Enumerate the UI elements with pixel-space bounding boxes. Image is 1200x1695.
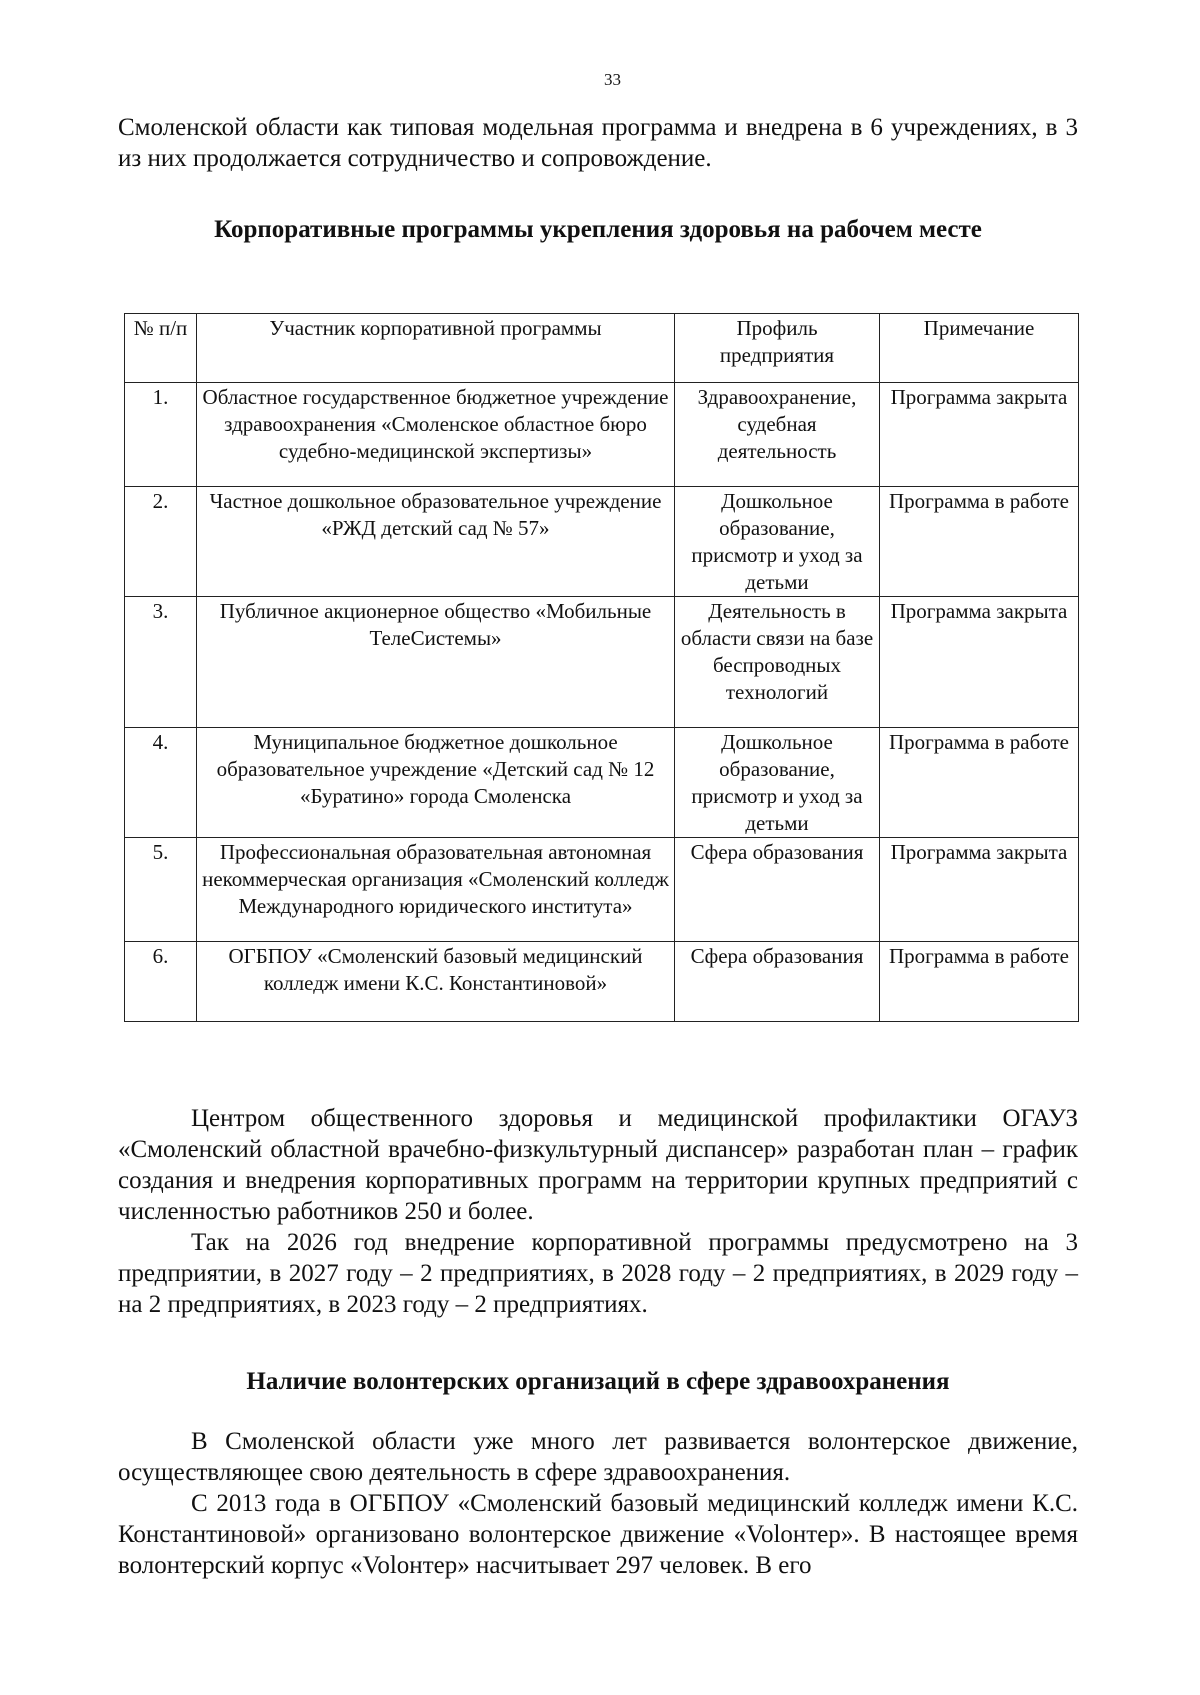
cell-profile: Сфера образования [675, 838, 880, 942]
table-row [125, 838, 1079, 942]
cell-note: Программа закрыта [880, 383, 1079, 487]
cell-participant: Областное государственное бюджетное учреждение здравоохранения «Смоленское областное бюро судебно-медицинской экспертизы» [197, 383, 675, 487]
table-row [125, 728, 1079, 838]
cell-note: Программа закрыта [880, 838, 1079, 942]
volunteer-paragraph-2: С 2013 года в ОГБПОУ «Смоленский базовый медицинский колледж имени К.С. Константиновой» организовано волонтерское движение «Volонтер». В настоящее время волонтерский корпус «Volонтер» насчитывает 297 человек. В его [118, 1490, 1078, 1579]
cell-profile: Деятельность в области связи на базе беспроводных технологий [675, 597, 880, 728]
intro-paragraph: Смоленской области как типовая модельная программа и внедрена в 6 учреждениях, в 3 из них продолжается сотрудничество и сопровождение. [118, 114, 1078, 172]
cell-num: 5. [125, 838, 197, 942]
page-number: 33 [604, 70, 621, 89]
section-title-volunteer-organizations: Наличие волонтерских организаций в сфере здравоохранения [246, 1368, 950, 1395]
section-title-corporate-programs: Корпоративные программы укрепления здоровья на рабочем месте [214, 216, 982, 243]
table-header-row [125, 314, 1079, 383]
cell-profile: Дошкольное образование, присмотр и уход за детьми [675, 728, 880, 838]
cell-profile: Здравоохранение, судебная деятельность [675, 383, 880, 487]
cell-profile: Сфера образования [675, 942, 880, 1022]
cell-participant: Профессиональная образовательная автономная некоммерческая организация «Смоленский колледж Международного юридического института» [197, 838, 675, 942]
cell-note: Программа закрыта [880, 597, 1079, 728]
table-row [125, 383, 1079, 487]
cell-num: 6. [125, 942, 197, 1022]
cell-participant: Частное дошкольное образовательное учреждение «РЖД детский сад № 57» [197, 487, 675, 597]
header-note: Примечание [880, 314, 1079, 383]
cell-note: Программа в работе [880, 728, 1079, 838]
cell-num: 2. [125, 487, 197, 597]
cell-num: 1. [125, 383, 197, 487]
header-profile: Профиль предприятия [675, 314, 880, 383]
table-row [125, 487, 1079, 597]
header-num: № п/п [125, 314, 197, 383]
cell-participant: ОГБПОУ «Смоленский базовый медицинский колледж имени К.С. Константиновой» [197, 942, 675, 1022]
corporate-programs-table [124, 313, 1079, 1022]
cell-profile: Дошкольное образование, присмотр и уход за детьми [675, 487, 880, 597]
table-row [125, 942, 1079, 1022]
cell-num: 3. [125, 597, 197, 728]
volunteer-paragraph-1: В Смоленской области уже много лет развивается волонтерское движение, осуществляющее свою деятельность в сфере здравоохранения. [118, 1428, 1078, 1486]
cell-participant: Муниципальное бюджетное дошкольное образовательное учреждение «Детский сад № 12 «Буратино» города Смоленска [197, 728, 675, 838]
cell-participant: Публичное акционерное общество «Мобильные ТелеСистемы» [197, 597, 675, 728]
cell-note: Программа в работе [880, 942, 1079, 1022]
cell-note: Программа в работе [880, 487, 1079, 597]
schedule-paragraph: Так на 2026 год внедрение корпоративной программы предусмотрено на 3 предприятии, в 2027 году – 2 предприятиях, в 2028 году – 2 предприятиях, в 2029 году – на 2 предприятиях, в 2023 году – 2 предприятиях. [118, 1229, 1078, 1318]
table-row [125, 597, 1079, 728]
cell-num: 4. [125, 728, 197, 838]
header-participant: Участник корпоративной программы [197, 314, 675, 383]
plan-paragraph: Центром общественного здоровья и медицинской профилактики ОГАУЗ «Смоленский областной врачебно-физкультурный диспансер» разработан план – график создания и внедрения корпоративных программ на территории крупных предприятий с численностью работников 250 и более. [118, 1105, 1078, 1225]
